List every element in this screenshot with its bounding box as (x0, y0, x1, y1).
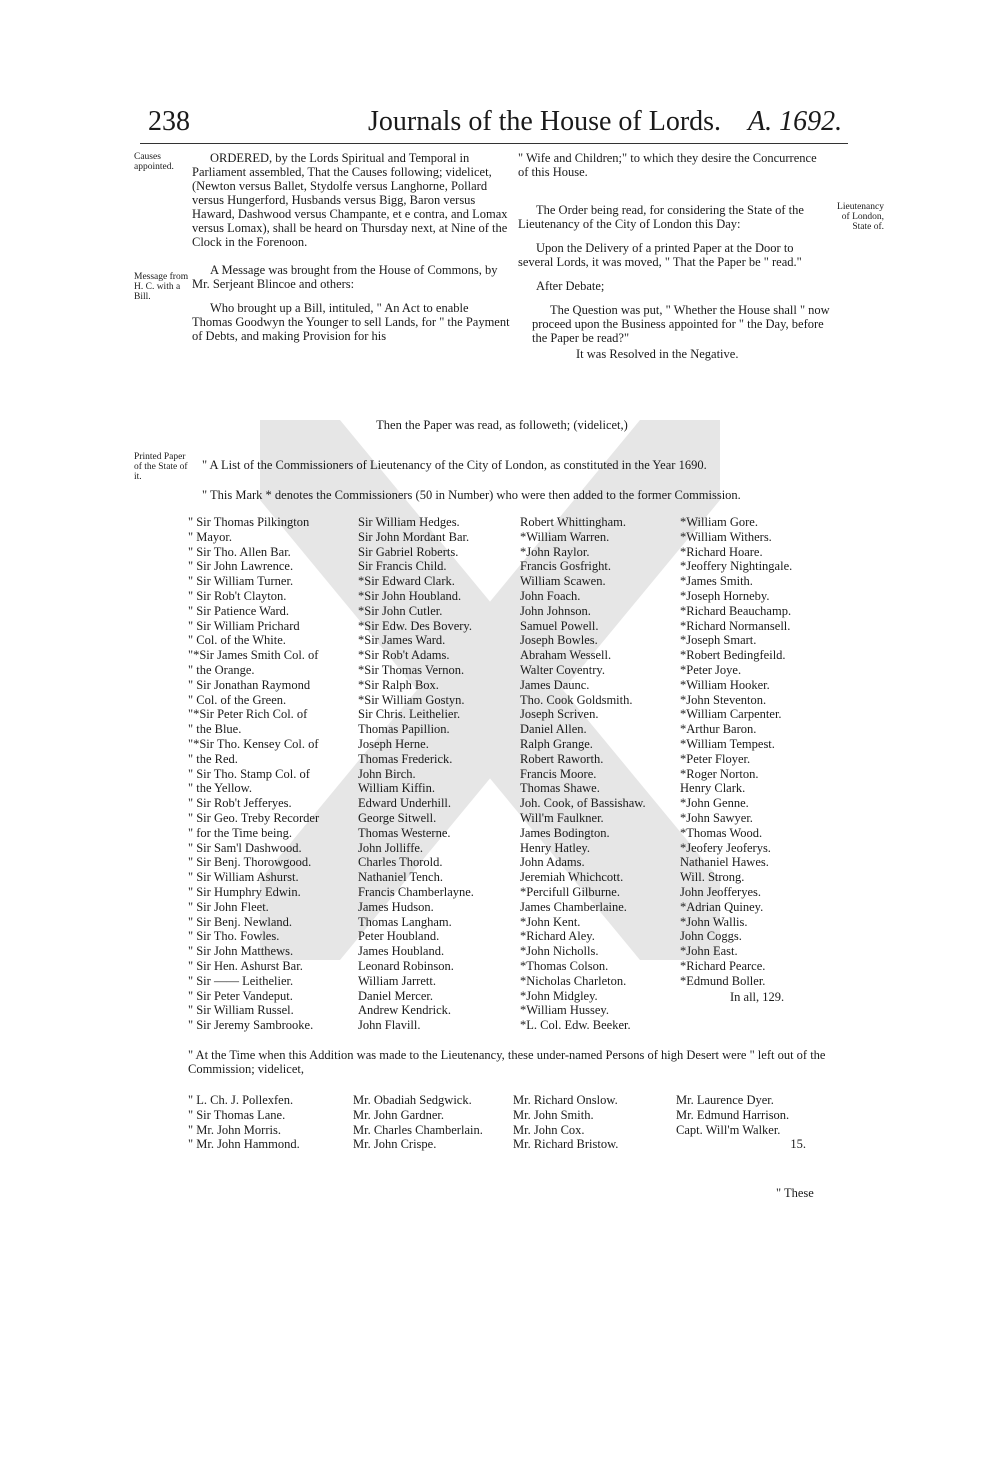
list-item: *Richard Normansell. (680, 618, 791, 633)
list-item: " Sir William Prichard (188, 618, 300, 633)
list-item: Sir John Mordant Bar. (358, 529, 470, 544)
list-item: William Jarrett. (358, 973, 436, 988)
catchword: " These (776, 1186, 814, 1200)
list-item: Jeremiah Whichcott. (520, 870, 624, 885)
list-item: " L. Ch. J. Pollexfen. (188, 1093, 294, 1107)
list-item: *Thomas Colson. (520, 958, 609, 973)
page-title: Journals of the House of Lords. (368, 106, 722, 137)
list-item: *Richard Aley. (520, 929, 595, 944)
list-item: Henry Clark. (680, 781, 746, 796)
list-item: " Sir William Ashurst. (188, 870, 299, 885)
list-item: Will'm Faulkner. (520, 810, 604, 825)
list-item: *William Withers. (680, 529, 772, 544)
list-item: Thomas Papillion. (358, 722, 450, 737)
list-item: *Jeoffery Nightingale. (680, 559, 793, 574)
list-item: *John Wallis. (680, 914, 748, 929)
list-item: " Sir Jonathan Raymond (188, 677, 311, 692)
list-item: John Coggs. (680, 929, 742, 944)
then-read-line: Then the Paper was read, as followeth; (videlicet,) (376, 418, 628, 432)
bill-paragraph: Who brought up a Bill, intituled, " An Act to enable Thomas Goodwyn the Younger to sell Lands, for " the Payment of Debts, and making Provision for his (192, 301, 510, 343)
list-item: " the Orange. (188, 662, 255, 677)
list-item: *William Hooker. (680, 677, 770, 692)
list-item: *Arthur Baron. (680, 722, 757, 737)
list-item: Will. Strong. (680, 870, 745, 885)
list-item: Joseph Herne. (358, 736, 429, 751)
margin-note-message: Message from H. C. with a Bill. (134, 272, 189, 302)
list-item: James Daunc. (520, 677, 590, 692)
total-count: In all, 129. (730, 990, 785, 1004)
list-item: Sir Francis Child. (358, 559, 447, 574)
list-item: *John Sawyer. (680, 810, 753, 825)
list-item: *William Hussey. (520, 1003, 609, 1018)
list-item: Francis Gosfright. (520, 559, 611, 574)
margin-note-causes: Causes appointed. (134, 152, 174, 172)
list-item: Joh. Cook, of Bassishaw. (520, 796, 646, 811)
list-item: Joseph Scriven. (520, 707, 599, 722)
list-item: " Sir Thomas Pilkington (188, 515, 310, 529)
list-item: " Sir John Matthews. (188, 944, 294, 959)
header-rule (140, 143, 848, 144)
list-item: Tho. Cook Goldsmith. (520, 692, 633, 707)
list-item: *John Kent. (520, 914, 581, 929)
list-item: " Sir Tho. Fowles. (188, 929, 280, 944)
list-item: " Sir Humphry Edwin. (188, 884, 301, 899)
mark-note: " This Mark * denotes the Commissioners (50 in Number) who were then added to the former Commission. (202, 488, 741, 502)
list-item: Daniel Mercer. (358, 988, 433, 1003)
list-item: *Sir Edward Clark. (358, 574, 455, 589)
message-paragraph: A Message was brought from the House of Commons, by Mr. Serjeant Blincoe and others: (192, 263, 498, 291)
left-out-column-1 (188, 1093, 353, 1152)
list-item: Mr. Obadiah Sedgwick. (353, 1093, 472, 1107)
commissioners-column-1 (188, 515, 358, 1033)
list-item: Mr. John Cox. (513, 1122, 585, 1137)
list-item: " Mayor. (188, 529, 232, 544)
list-item: John Johnson. (520, 603, 591, 618)
list-item: " Sir William Turner. (188, 574, 294, 589)
after-debate: After Debate; (536, 279, 605, 293)
list-item: John Jolliffe. (358, 840, 424, 855)
list-item: *Peter Floyer. (680, 751, 751, 766)
list-item: " Sir Geo. Treby Recorder (188, 810, 320, 825)
list-item: *John Nicholls. (520, 944, 599, 959)
list-item: James Houbland. (358, 944, 445, 959)
list-item: Mr. Richard Onslow. (513, 1093, 618, 1107)
list-item: " Sir Patience Ward. (188, 603, 290, 618)
page-year: A. 1692. (748, 106, 843, 137)
list-item: George Sitwell. (358, 810, 437, 825)
ordered-paragraph: ORDERED, by the Lords Spiritual and Temporal in Parliament assembled, That the Causes following; videlicet, (Newton versus Ballet, Stydolfe versus Langhorne, Pollard versus Hungerford, Husbands versus Bigg, Baron versus Haward, Dashwood versus Champante, et e contra, and Lomax versus Lomax), shall be heard on Thursday next, at Nine of the Clock in the Forenoon. (192, 151, 508, 249)
list-item: " Sir William Russel. (188, 1003, 294, 1018)
resolved-line: It was Resolved in the Negative. (576, 347, 739, 361)
list-item: *Peter Joye. (680, 662, 742, 677)
list-item: *Percifull Gilburne. (520, 884, 620, 899)
commissioners-column-2 (358, 515, 520, 1033)
list-item: "*Sir Peter Rich Col. of (188, 707, 308, 722)
list-item: Sir William Hedges. (358, 515, 460, 529)
list-item: Mr. John Smith. (513, 1107, 594, 1122)
list-item: *Richard Beauchamp. (680, 603, 792, 618)
list-item: " Sir Hen. Ashurst Bar. (188, 958, 303, 973)
list-item: John Adams. (520, 855, 585, 870)
list-item: Francis Chamberlayne. (358, 884, 474, 899)
list-item: James Hudson. (358, 899, 434, 914)
right-column (518, 151, 830, 371)
list-item: *Nicholas Charleton. (520, 973, 627, 988)
list-item: " the Yellow. (188, 781, 253, 796)
list-item: " Sir Thomas Lane. (188, 1107, 286, 1122)
list-item: Mr. Laurence Dyer. (676, 1093, 774, 1107)
list-item: *William Carpenter. (680, 707, 782, 722)
list-item: John Foach. (520, 588, 581, 603)
list-item: " Sir Rob't Jefferyes. (188, 796, 292, 811)
left-out-column-4 (676, 1093, 826, 1152)
list-item: " Sir Tho. Stamp Col. of (188, 766, 310, 781)
margin-note-lieutenancy: Lieutenancy of London, State of. (837, 202, 884, 232)
list-item: *Sir Ralph Box. (358, 677, 439, 692)
list-item: William Scawen. (520, 574, 606, 589)
list-item: Leonard Robinson. (358, 958, 454, 973)
list-item: *Edmund Boller. (680, 973, 766, 988)
list-item: *Jeofery Jeoferys. (680, 840, 771, 855)
list-item: " Sir Rob't Clayton. (188, 588, 287, 603)
list-item: *James Smith. (680, 574, 753, 589)
list-item: " the Red. (188, 751, 238, 766)
list-item: Mr. Richard Bristow. (513, 1137, 619, 1152)
list-item: *Sir William Gostyn. (358, 692, 465, 707)
list-item: *William Gore. (680, 515, 758, 529)
list-item: " Sir —— Leithelier. (188, 973, 294, 988)
list-item: *L. Col. Edw. Beeker. (520, 1018, 631, 1033)
list-item: " Mr. John Hammond. (188, 1137, 300, 1152)
list-item: " Sir John Lawrence. (188, 559, 294, 574)
list-item: " Mr. John Morris. (188, 1122, 281, 1137)
list-item: Sir Gabriel Roberts. (358, 544, 459, 559)
list-item: Thomas Shawe. (520, 781, 600, 796)
list-item: James Chamberlaine. (520, 899, 627, 914)
list-item: Andrew Kendrick. (358, 1003, 452, 1018)
list-item: Robert Raworth. (520, 751, 604, 766)
list-item: Robert Whittingham. (520, 515, 627, 529)
list-item: James Bodington. (520, 825, 610, 840)
commissioners-column-4 (680, 515, 830, 989)
list-item: " the Blue. (188, 722, 242, 737)
list-item: " for the Time being. (188, 825, 293, 840)
list-item: *Sir Rob't Adams. (358, 648, 450, 663)
list-item: *John East. (680, 944, 738, 959)
list-item: Thomas Westerne. (358, 825, 451, 840)
list-item: *Richard Pearce. (680, 958, 766, 973)
list-item: Mr. Edmund Harrison. (676, 1107, 790, 1122)
list-item: Samuel Powell. (520, 618, 599, 633)
delivery-paragraph: Upon the Delivery of a printed Paper at the Door to several Lords, it was moved, " That the Paper be " read." (518, 241, 802, 269)
list-item: Daniel Allen. (520, 722, 587, 737)
list-item: " Sir Benj. Thorowgood. (188, 855, 312, 870)
list-item: Capt. Will'm Walker. (676, 1122, 781, 1137)
list-item: *Robert Bedingfeild. (680, 648, 786, 663)
list-item: "*Sir Tho. Kensey Col. of (188, 736, 319, 751)
list-item: *Sir Thomas Vernon. (358, 662, 465, 677)
left-out-column-3 (513, 1093, 673, 1152)
list-item: Mr. Charles Chamberlain. (353, 1122, 483, 1137)
list-item: Thomas Frederick. (358, 751, 453, 766)
list-item: John Flavill. (358, 1018, 421, 1033)
list-item: *Roger Norton. (680, 766, 759, 781)
list-item: Edward Underhill. (358, 796, 452, 811)
list-item: " Sir Tho. Allen Bar. (188, 544, 291, 559)
list-item: " Sir Peter Vandeput. (188, 988, 293, 1003)
list-item: " Col. of the Green. (188, 692, 287, 707)
list-item: " Col. of the White. (188, 633, 286, 648)
list-item: *William Tempest. (680, 736, 775, 751)
list-item: Charles Thorold. (358, 855, 443, 870)
list-item: Abraham Wessell. (520, 648, 612, 663)
commissioners-column-3 (520, 515, 680, 1033)
list-item: *Joseph Horneby. (680, 588, 770, 603)
list-item: *Sir James Ward. (358, 633, 446, 648)
list-title: " A List of the Commissioners of Lieutenancy of the City of London, as constituted in the Year 1690. (202, 458, 707, 472)
list-item: *Sir John Cutler. (358, 603, 443, 618)
list-item: Peter Houbland. (358, 929, 440, 944)
list-item: "*Sir James Smith Col. of (188, 648, 319, 663)
question-paragraph: The Question was put, " Whether the House shall " now proceed upon the Business appointed for " the Day, before the Paper be read?" (532, 303, 830, 345)
list-item: *John Genne. (680, 796, 749, 811)
left-column (192, 151, 510, 353)
list-item: Ralph Grange. (520, 736, 593, 751)
list-item: *Joseph Smart. (680, 633, 757, 648)
list-item: Mr. John Crispe. (353, 1137, 437, 1152)
addition-note: " At the Time when this Addition was made to the Lieutenancy, these under-named Persons of high Desert were " left out of the Commission; videlicet, (188, 1048, 826, 1076)
list-item: John Jeofferyes. (680, 884, 761, 899)
list-item: " Sir Benj. Newland. (188, 914, 293, 929)
list-item: " Sir Jeremy Sambrooke. (188, 1018, 314, 1033)
list-item: Sir Chris. Leithelier. (358, 707, 461, 722)
list-item: *John Raylor. (520, 544, 590, 559)
left-out-column-2 (353, 1093, 513, 1152)
list-item: *Sir John Houbland. (358, 588, 462, 603)
list-item: Walter Coventry. (520, 662, 605, 677)
list-item: " Sir John Fleet. (188, 899, 269, 914)
list-item: Nathaniel Tench. (358, 870, 443, 885)
list-item: *Sir Edw. Des Bovery. (358, 618, 472, 633)
list-item: Joseph Bowles. (520, 633, 598, 648)
list-item: *Thomas Wood. (680, 825, 763, 840)
wife-paragraph: " Wife and Children;" to which they desire the Concurrence of this House. (518, 151, 817, 179)
left-out-count: 15. (790, 1137, 806, 1152)
list-item: John Birch. (358, 766, 416, 781)
list-item: *John Steventon. (680, 692, 767, 707)
list-item: William Kiffin. (358, 781, 436, 796)
margin-note-printed-paper: Printed Paper of the State of it. (134, 452, 188, 482)
list-item: Thomas Langham. (358, 914, 452, 929)
page-number: 238 (148, 106, 190, 137)
list-item: *Adrian Quiney. (680, 899, 764, 914)
list-item: *William Warren. (520, 529, 610, 544)
list-item: " Sir Sam'l Dashwood. (188, 840, 302, 855)
list-item: Nathaniel Hawes. (680, 855, 769, 870)
list-item: *Richard Hoare. (680, 544, 763, 559)
list-item: Henry Hatley. (520, 840, 590, 855)
list-item: Mr. John Gardner. (353, 1107, 444, 1122)
list-item: *John Midgley. (520, 988, 598, 1003)
order-paragraph: The Order being read, for considering the State of the Lieutenancy of the City of London this Day: (518, 203, 804, 231)
list-item: Francis Moore. (520, 766, 597, 781)
